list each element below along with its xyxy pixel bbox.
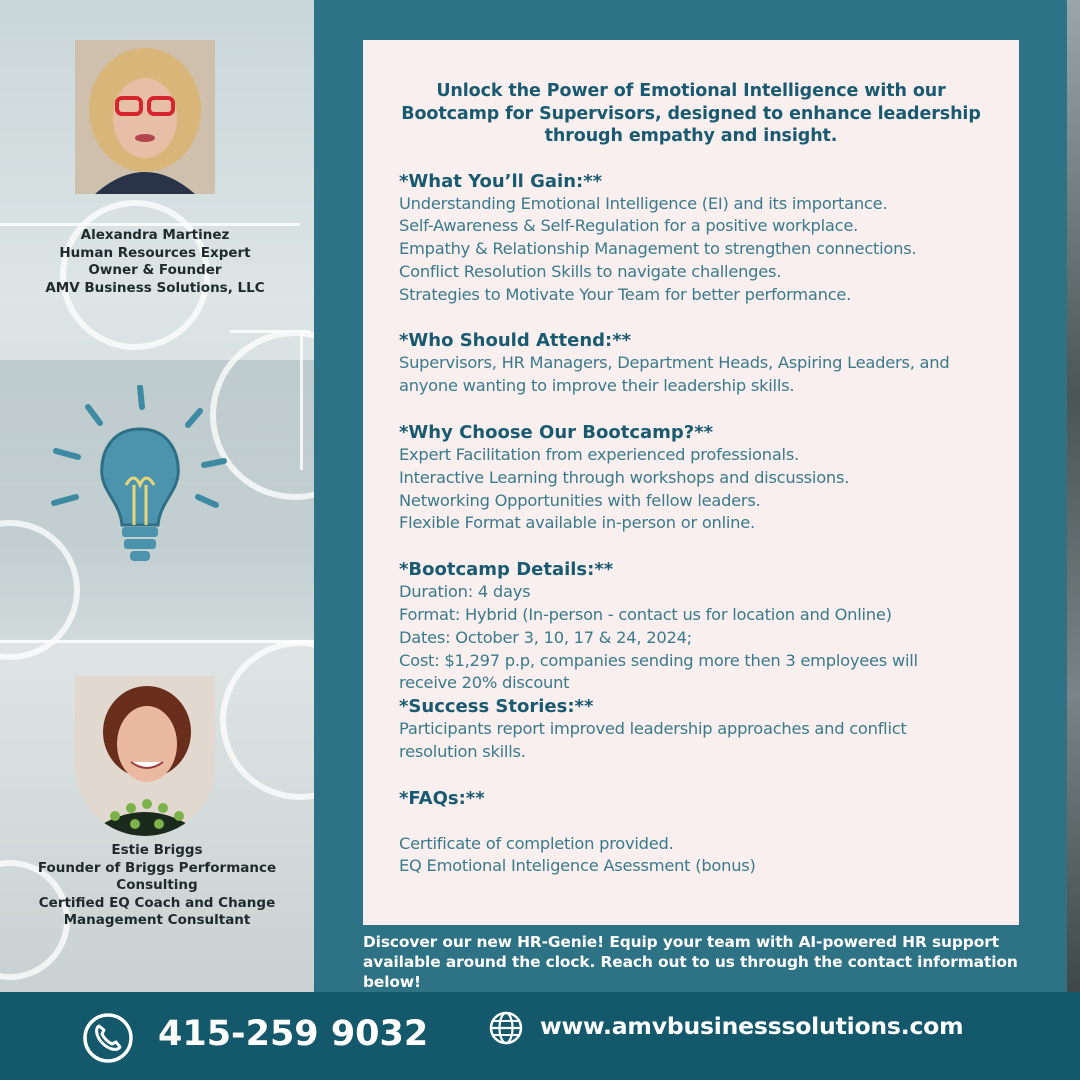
portrait-alexandra xyxy=(75,40,215,194)
section-who-should-attend xyxy=(399,329,983,398)
section-title: *Why Choose Our Bootcamp?** xyxy=(399,422,714,444)
presenter-2-line-1: Founder of Briggs Performance Consulting xyxy=(37,859,277,893)
why-item: Flexible Format available in-person or online. xyxy=(399,513,755,533)
headline: Unlock the Power of Emotional Intelligence with our Bootcamp for Supervisors, designed to enhance leadership through empathy and insight. xyxy=(401,81,981,146)
faq-item: EQ Emotional Inteligence Asessment (bonus) xyxy=(399,856,756,876)
success-item: Participants report improved leadership approaches and conflict xyxy=(399,719,907,739)
presenter-2-line-3: Management Consultant xyxy=(63,912,251,928)
details-item: Dates: October 3, 10, 17 & 24, 2024; xyxy=(399,627,692,647)
attend-item: anyone wanting to improve their leadership skills. xyxy=(399,376,795,396)
presenter-1-caption xyxy=(30,227,280,297)
right-photo-strip xyxy=(1067,0,1080,992)
section-success-stories xyxy=(399,695,983,764)
spacer xyxy=(399,810,983,833)
attend-item: Supervisors, HR Managers, Department Heads, Aspiring Leaders, and xyxy=(399,353,950,373)
gain-item: Self-Awareness & Self-Regulation for a positive workplace. xyxy=(399,216,859,236)
details-item: Format: Hybrid (In-person - contact us for location and Online) xyxy=(399,605,892,625)
gain-item: Strategies to Motivate Your Team for better performance. xyxy=(399,284,852,304)
left-photo-column xyxy=(0,0,314,992)
section-title: *What You’ll Gain:** xyxy=(399,170,603,192)
decor-line xyxy=(300,330,303,470)
decor-line xyxy=(0,640,314,643)
section-title: *FAQs:** xyxy=(399,787,485,809)
hr-genie-promo: Discover our new HR-Genie! Equip your team with AI-powered HR support available around the clock. Reach out to us through the contact information below! xyxy=(363,933,1018,991)
section-what-youll-gain xyxy=(399,170,983,307)
section-title: *Bootcamp Details:** xyxy=(399,559,614,581)
lightbulb-icon xyxy=(50,385,250,585)
presenter-2-caption xyxy=(0,842,314,930)
website-link[interactable]: www.amvbusinesssolutions.com xyxy=(540,1012,964,1040)
details-item: Duration: 4 days xyxy=(399,582,531,602)
section-why-choose xyxy=(399,421,983,535)
gain-item: Understanding Emotional Intelligence (EI) and its importance. xyxy=(399,193,888,213)
presenter-1-title: Owner & Founder xyxy=(88,262,222,278)
phone-icon[interactable] xyxy=(82,1012,134,1064)
section-title: *Success Stories:** xyxy=(399,696,594,718)
success-item: resolution skills. xyxy=(399,742,526,762)
section-bootcamp-details xyxy=(399,558,983,695)
why-item: Interactive Learning through workshops and discussions. xyxy=(399,467,850,487)
presenter-1-company: AMV Business Solutions, LLC xyxy=(45,279,265,296)
portrait-estie xyxy=(75,676,215,836)
details-item: Cost: $1,297 p.p, companies sending more then 3 employees will xyxy=(399,650,918,670)
gain-item: Empathy & Relationship Management to strengthen connections. xyxy=(399,239,917,259)
decor-line xyxy=(230,330,310,333)
faq-item: Certificate of completion provided. xyxy=(399,833,674,853)
why-item: Networking Opportunities with fellow leaders. xyxy=(399,490,761,510)
decor-line xyxy=(0,223,300,226)
phone-number[interactable]: 415-259 9032 xyxy=(158,1014,429,1054)
presenter-2-line-2: Certified EQ Coach and Change xyxy=(38,894,276,911)
section-title: *Who Should Attend:** xyxy=(399,330,632,352)
presenter-1-role: Human Resources Expert xyxy=(59,244,251,261)
presenter-2-name: Estie Briggs xyxy=(111,842,203,858)
section-faqs xyxy=(399,787,983,878)
content-card xyxy=(363,40,1019,925)
why-item: Expert Facilitation from experienced professionals. xyxy=(399,445,799,465)
gain-item: Conflict Resolution Skills to navigate challenges. xyxy=(399,261,782,281)
globe-icon[interactable] xyxy=(489,1011,523,1045)
details-item: receive 20% discount xyxy=(399,673,570,693)
presenter-1-name: Alexandra Martinez xyxy=(80,227,230,243)
